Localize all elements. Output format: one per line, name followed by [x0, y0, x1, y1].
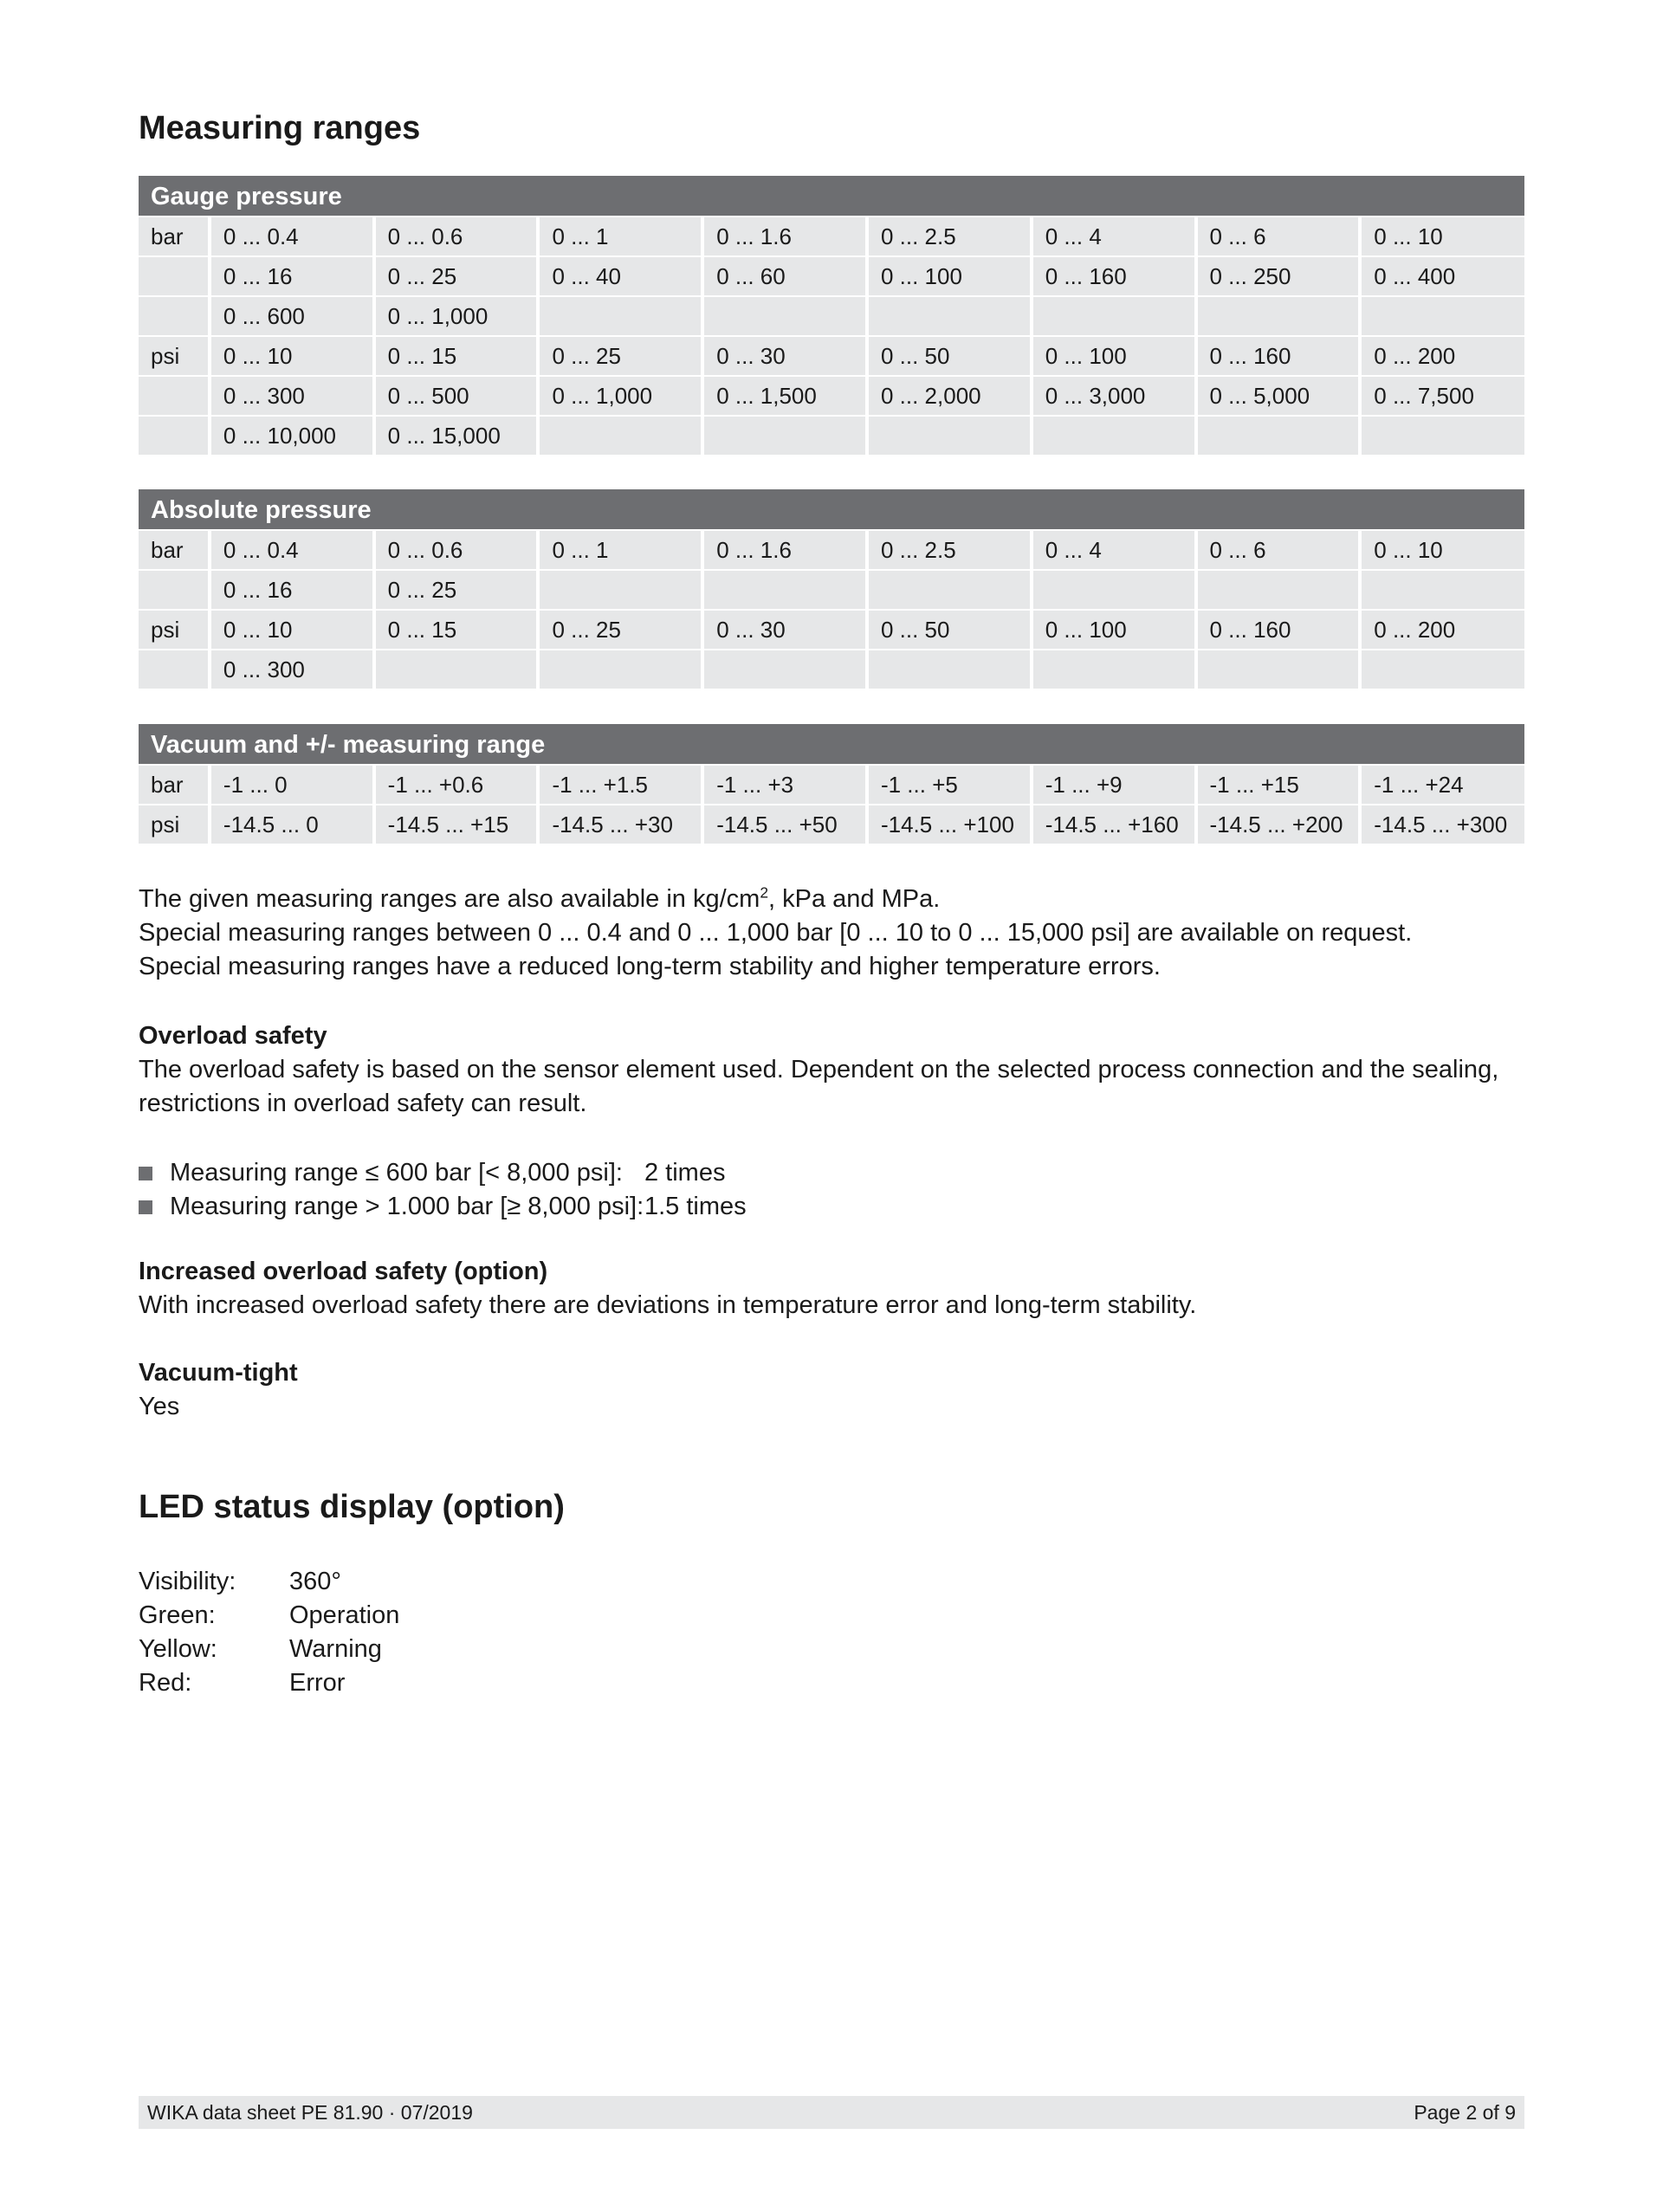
range-cell: 0 ... 15 [376, 611, 537, 649]
list-item [139, 1190, 1524, 1224]
led-value: Operation [289, 1601, 400, 1629]
range-cell [540, 650, 701, 689]
unit-cell [139, 297, 208, 335]
measuring-ranges-title: Measuring ranges [139, 110, 421, 146]
range-cell: -14.5 ... +50 [704, 805, 865, 844]
range-cell: -1 ... +3 [704, 766, 865, 804]
range-cell: 0 ... 25 [540, 611, 701, 649]
table-row [139, 375, 1524, 415]
range-notes [139, 883, 1524, 984]
range-cell: 0 ... 300 [211, 377, 372, 415]
table-header: Gauge pressure [139, 176, 1524, 216]
range-cell [1198, 297, 1359, 335]
page-footer [139, 2096, 1524, 2129]
unit-cell: bar [139, 531, 208, 569]
range-cell: 0 ... 100 [1033, 611, 1194, 649]
footer-doc-id: WIKA data sheet PE 81.90 · 07/2019 [147, 2101, 473, 2124]
range-cell: 0 ... 16 [211, 257, 372, 295]
range-cell [1362, 417, 1524, 455]
table-row [139, 295, 1524, 335]
table-row [139, 216, 1524, 255]
bullet-value: 2 times [644, 1159, 726, 1187]
range-cell: 0 ... 1.6 [704, 531, 865, 569]
range-cell: 0 ... 10 [211, 611, 372, 649]
superscript: 2 [760, 883, 768, 902]
unit-cell [139, 650, 208, 689]
vacuum-tight-section [139, 1356, 1524, 1424]
range-cell: -14.5 ... +160 [1033, 805, 1194, 844]
table-row [139, 649, 1524, 689]
unit-cell [139, 257, 208, 295]
range-cell: 0 ... 4 [1033, 531, 1194, 569]
gauge-pressure-table [139, 176, 1524, 455]
range-cell: 0 ... 7,500 [1362, 377, 1524, 415]
range-cell: 0 ... 50 [869, 337, 1030, 375]
list-item [139, 1156, 1524, 1190]
range-cell: 0 ... 1,000 [540, 377, 701, 415]
range-cell: 0 ... 1.6 [704, 217, 865, 255]
overload-text: The overload safety is based on the sensor element used. Dependent on the selected process connection and the sealing, restrictions in overload safety can result. [139, 1056, 1499, 1117]
table-header: Vacuum and +/- measuring range [139, 724, 1524, 764]
range-cell: 0 ... 50 [869, 611, 1030, 649]
vacuum-tight-value: Yes [139, 1393, 180, 1420]
bullet-value: 1.5 times [644, 1193, 747, 1220]
bullet-square-icon [139, 1167, 152, 1180]
range-cell [704, 571, 865, 609]
range-cell: 0 ... 5,000 [1198, 377, 1359, 415]
range-cell [1198, 571, 1359, 609]
led-value: Error [289, 1669, 346, 1697]
unit-cell: psi [139, 337, 208, 375]
range-cell [1362, 571, 1524, 609]
unit-cell: bar [139, 217, 208, 255]
range-cell: 0 ... 100 [1033, 337, 1194, 375]
led-status-title: LED status display (option) [139, 1489, 565, 1525]
led-row [139, 1666, 399, 1700]
range-cell: 0 ... 100 [869, 257, 1030, 295]
range-cell: 0 ... 10 [1362, 531, 1524, 569]
range-cell: -1 ... +5 [869, 766, 1030, 804]
range-cell [540, 417, 701, 455]
range-cell: 0 ... 300 [211, 650, 372, 689]
table-row [139, 804, 1524, 844]
range-cell [869, 650, 1030, 689]
range-cell: 0 ... 16 [211, 571, 372, 609]
increased-heading: Increased overload safety (option) [139, 1258, 548, 1285]
overload-bullets [139, 1156, 1524, 1224]
range-cell [1198, 417, 1359, 455]
note-text: The given measuring ranges are also available in kg/cm [139, 885, 760, 913]
range-cell: 0 ... 15 [376, 337, 537, 375]
note-text: , kPa and MPa. [768, 885, 941, 913]
range-cell: 0 ... 160 [1033, 257, 1194, 295]
led-value: 360° [289, 1568, 341, 1595]
table-row [139, 609, 1524, 649]
range-cell [704, 650, 865, 689]
range-cell: 0 ... 15,000 [376, 417, 537, 455]
range-cell: 0 ... 10 [211, 337, 372, 375]
range-cell: 0 ... 0.6 [376, 531, 537, 569]
range-cell: 0 ... 3,000 [1033, 377, 1194, 415]
note-line-1 [139, 883, 1524, 916]
range-cell: 0 ... 160 [1198, 611, 1359, 649]
range-cell [869, 417, 1030, 455]
led-value: Warning [289, 1635, 382, 1663]
range-cell: 0 ... 200 [1362, 337, 1524, 375]
range-cell: -1 ... 0 [211, 766, 372, 804]
table-row [139, 335, 1524, 375]
led-status-list [139, 1565, 399, 1700]
range-cell: -14.5 ... 0 [211, 805, 372, 844]
overload-heading: Overload safety [139, 1022, 327, 1050]
unit-cell [139, 417, 208, 455]
range-cell: 0 ... 1 [540, 217, 701, 255]
range-cell: -14.5 ... +100 [869, 805, 1030, 844]
note-line-2: Special measuring ranges between 0 ... 0.4 and 0 ... 1,000 bar [0 ... 10 to 0 ... 15,000 psi] are available on request. [139, 919, 1413, 947]
increased-text: With increased overload safety there are deviations in temperature error and long-term stability. [139, 1291, 1197, 1319]
range-cell: 0 ... 25 [376, 257, 537, 295]
bullet-square-icon [139, 1200, 152, 1214]
range-cell [1198, 650, 1359, 689]
vacuum-range-table [139, 724, 1524, 844]
table-row [139, 415, 1524, 455]
range-cell: -1 ... +1.5 [540, 766, 701, 804]
range-cell: 0 ... 10 [1362, 217, 1524, 255]
led-key: Green: [139, 1601, 216, 1629]
bullet-label: Measuring range ≤ 600 bar [< 8,000 psi]: [170, 1159, 623, 1187]
table-row [139, 255, 1524, 295]
range-cell: 0 ... 30 [704, 337, 865, 375]
range-cell: 0 ... 6 [1198, 217, 1359, 255]
range-cell [1033, 650, 1194, 689]
range-cell: 0 ... 6 [1198, 531, 1359, 569]
range-cell [869, 571, 1030, 609]
range-cell: 0 ... 10,000 [211, 417, 372, 455]
unit-cell: bar [139, 766, 208, 804]
range-cell [1033, 417, 1194, 455]
unit-cell [139, 377, 208, 415]
range-cell [1033, 571, 1194, 609]
range-cell: 0 ... 600 [211, 297, 372, 335]
range-cell: 0 ... 200 [1362, 611, 1524, 649]
table-header: Absolute pressure [139, 489, 1524, 529]
range-cell: 0 ... 1 [540, 531, 701, 569]
range-cell: 0 ... 60 [704, 257, 865, 295]
range-cell: 0 ... 0.4 [211, 531, 372, 569]
unit-cell: psi [139, 805, 208, 844]
range-cell [1033, 297, 1194, 335]
range-cell: 0 ... 1,500 [704, 377, 865, 415]
range-cell: -1 ... +0.6 [376, 766, 537, 804]
led-row [139, 1633, 399, 1666]
note-line-3: Special measuring ranges have a reduced long-term stability and higher temperature errors. [139, 953, 1161, 980]
range-cell [1362, 297, 1524, 335]
range-cell: -1 ... +15 [1198, 766, 1359, 804]
range-cell [376, 650, 537, 689]
unit-cell [139, 571, 208, 609]
table-row [139, 764, 1524, 804]
range-cell: 0 ... 0.6 [376, 217, 537, 255]
range-cell: 0 ... 2.5 [869, 531, 1030, 569]
unit-cell: psi [139, 611, 208, 649]
led-key: Red: [139, 1669, 192, 1697]
vacuum-tight-heading: Vacuum-tight [139, 1359, 298, 1387]
range-cell [540, 571, 701, 609]
increased-overload-section [139, 1255, 1524, 1323]
range-cell: -14.5 ... +200 [1198, 805, 1359, 844]
range-cell: 0 ... 0.4 [211, 217, 372, 255]
led-key: Visibility: [139, 1568, 236, 1595]
range-cell: -14.5 ... +30 [540, 805, 701, 844]
overload-safety-section [139, 1019, 1524, 1121]
range-cell: 0 ... 2.5 [869, 217, 1030, 255]
footer-page-number: Page 2 of 9 [1414, 2101, 1516, 2124]
range-cell: -14.5 ... +300 [1362, 805, 1524, 844]
bullet-label: Measuring range > 1.000 bar [≥ 8,000 psi]: [170, 1193, 644, 1220]
led-key: Yellow: [139, 1635, 217, 1663]
led-row [139, 1599, 399, 1633]
range-cell [704, 297, 865, 335]
led-row [139, 1565, 399, 1599]
range-cell: -1 ... +9 [1033, 766, 1194, 804]
range-cell: 0 ... 250 [1198, 257, 1359, 295]
range-cell: 0 ... 1,000 [376, 297, 537, 335]
absolute-pressure-table [139, 489, 1524, 689]
range-cell: 0 ... 500 [376, 377, 537, 415]
range-cell [869, 297, 1030, 335]
range-cell: -14.5 ... +15 [376, 805, 537, 844]
range-cell: 0 ... 2,000 [869, 377, 1030, 415]
table-row [139, 569, 1524, 609]
range-cell: 0 ... 30 [704, 611, 865, 649]
range-cell [1362, 650, 1524, 689]
range-cell: 0 ... 25 [540, 337, 701, 375]
range-cell: -1 ... +24 [1362, 766, 1524, 804]
range-cell: 0 ... 4 [1033, 217, 1194, 255]
range-cell: 0 ... 400 [1362, 257, 1524, 295]
table-row [139, 529, 1524, 569]
range-cell: 0 ... 25 [376, 571, 537, 609]
range-cell: 0 ... 160 [1198, 337, 1359, 375]
range-cell [704, 417, 865, 455]
range-cell [540, 297, 701, 335]
range-cell: 0 ... 40 [540, 257, 701, 295]
